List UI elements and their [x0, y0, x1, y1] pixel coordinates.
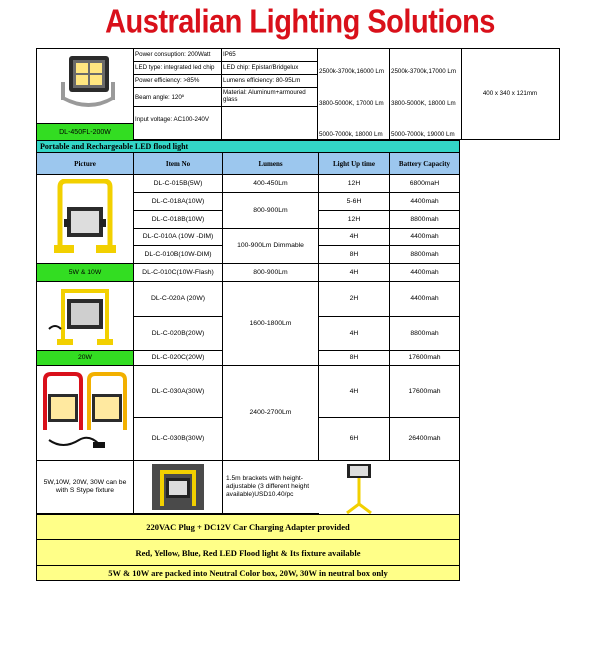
header-light-up-time: Light Up time [319, 153, 390, 175]
spec-cct-1b: 2500k-3700k,17000 Lm [391, 68, 457, 75]
item-cell: DL-C-018B(10W) [134, 211, 223, 229]
spec-power: Power consuption: 200Watt [135, 51, 211, 58]
section-title: Portable and Rechargeable LED flood light [36, 140, 460, 152]
time-cell: 12H [319, 211, 390, 229]
item-cell: DL-C-030A(30W) [134, 366, 223, 418]
floodlight-20w-image [45, 285, 125, 347]
spec-led-chip: LED chip: Epistar/Bridgelux [223, 64, 299, 71]
spec-led-type: LED type: integrated led chip [135, 64, 215, 71]
accessory-row [36, 460, 460, 515]
spec-input-voltage: Input voltage: AC100-240V [135, 116, 209, 123]
time-cell: 4H [319, 366, 390, 418]
item-cell: DL-C-010A (10W -DIM) [134, 229, 223, 246]
spec-cct-2b: 3800-5000K, 18000 Lm [391, 100, 456, 107]
item-cell: DL-C-018A(10W) [134, 193, 223, 211]
battery-cell: 6800maH [390, 175, 460, 193]
lumens-cell: 2400-2700Lm [223, 366, 319, 461]
bracket-text: 1.5m brackets with height-adjustable (3 different height available)USD10.40/pc [223, 460, 319, 514]
spec-table [36, 48, 560, 140]
battery-cell: 4400mah [390, 282, 460, 317]
spec-cct-1: 2500k-3700k,16000 Lm [319, 68, 385, 75]
time-cell: 8H [319, 351, 390, 366]
time-cell: 6H [319, 418, 390, 461]
time-cell: 5-6H [319, 193, 390, 211]
battery-cell: 17600mah [390, 366, 460, 418]
item-cell: DL-C-010C(10W-Flash) [134, 264, 223, 282]
page-title: Australian Lighting Solutions [105, 3, 495, 41]
time-cell: 8H [319, 246, 390, 264]
accessory-image-cell [134, 460, 223, 514]
lumens-cell: 100-900Lm Dimmable [223, 229, 319, 264]
header-item-no: Item No [134, 153, 223, 175]
lumens-cell: 800-900Lm [223, 193, 319, 229]
header-lumens: Lumens [223, 153, 319, 175]
spec-lumens-efficiency: Lumens efficiency: 80-95Lm [223, 77, 301, 84]
spec-model-label: DL-450FL-200W [37, 124, 133, 140]
group-label-20w: 20W [37, 351, 134, 366]
battery-cell: 26400mah [390, 418, 460, 461]
spec-cct-3: 5000-7000k, 18000 Lm [319, 131, 383, 138]
note-packing: 5W & 10W are packed into Neutral Color box, 20W, 30W in neutral box only [36, 566, 460, 581]
item-cell: DL-C-020C(20W) [134, 351, 223, 366]
spec-cct-3b: 5000-7000k, 19000 Lm [391, 131, 455, 138]
picture-cell-small [37, 175, 134, 264]
note-colors: Red, Yellow, Blue, Red LED Flood light & Its fixture available [36, 540, 460, 566]
battery-cell: 4400mah [390, 264, 460, 282]
floodlight-200w-image [51, 52, 119, 112]
time-cell: 4H [319, 264, 390, 282]
item-cell: DL-C-010B(10W-DIM) [134, 246, 223, 264]
spec-beam-angle: Beam angle: 120º [135, 94, 185, 101]
product-table [36, 152, 460, 460]
battery-cell: 8800mah [390, 317, 460, 351]
spec-ip: IP65 [223, 51, 236, 58]
picture-cell-20w [37, 282, 134, 351]
time-cell: 2H [319, 282, 390, 317]
item-cell: DL-C-015B(5W) [134, 175, 223, 193]
lumens-cell: 800-900Lm [223, 264, 319, 282]
time-cell: 12H [319, 175, 390, 193]
group-label-5w-10w: 5W & 10W [37, 264, 134, 282]
floodlight-stype-image [150, 462, 206, 512]
battery-cell: 8800mah [390, 211, 460, 229]
item-cell: DL-C-020A (20W) [134, 282, 223, 317]
battery-cell: 4400mah [390, 193, 460, 211]
item-cell: DL-C-030B(30W) [134, 418, 223, 461]
accessory-label: 5W,10W, 20W, 30W can be with S Stype fixture [37, 460, 134, 514]
tripod-stand-image [329, 460, 389, 514]
spec-material: Material: Aluminum+armoured glass [223, 89, 306, 103]
header-picture: Picture [37, 153, 134, 175]
battery-cell: 8800mah [390, 246, 460, 264]
spec-dimensions: 400 x 340 x 121mm [482, 90, 538, 97]
bracket-image-cell [319, 460, 461, 514]
item-cell: DL-C-020B(20W) [134, 317, 223, 351]
battery-cell: 4400mah [390, 229, 460, 246]
note-adapter: 220VAC Plug + DC12V Car Charging Adapter provided [36, 515, 460, 540]
battery-cell: 17600mah [390, 351, 460, 366]
header-battery: Battery Capacity [390, 153, 460, 175]
floodlight-30w-image [39, 370, 131, 456]
floodlight-small-image [50, 179, 120, 259]
spec-cct-2: 3800-5000K, 17000 Lm [319, 100, 384, 107]
spec-efficiency: Power efficiency: >85% [135, 77, 200, 84]
lumens-cell: 400-450Lm [223, 175, 319, 193]
time-cell: 4H [319, 229, 390, 246]
lumens-cell: 1600-1800Lm [223, 282, 319, 366]
picture-cell-30w [37, 366, 134, 461]
time-cell: 4H [319, 317, 390, 351]
